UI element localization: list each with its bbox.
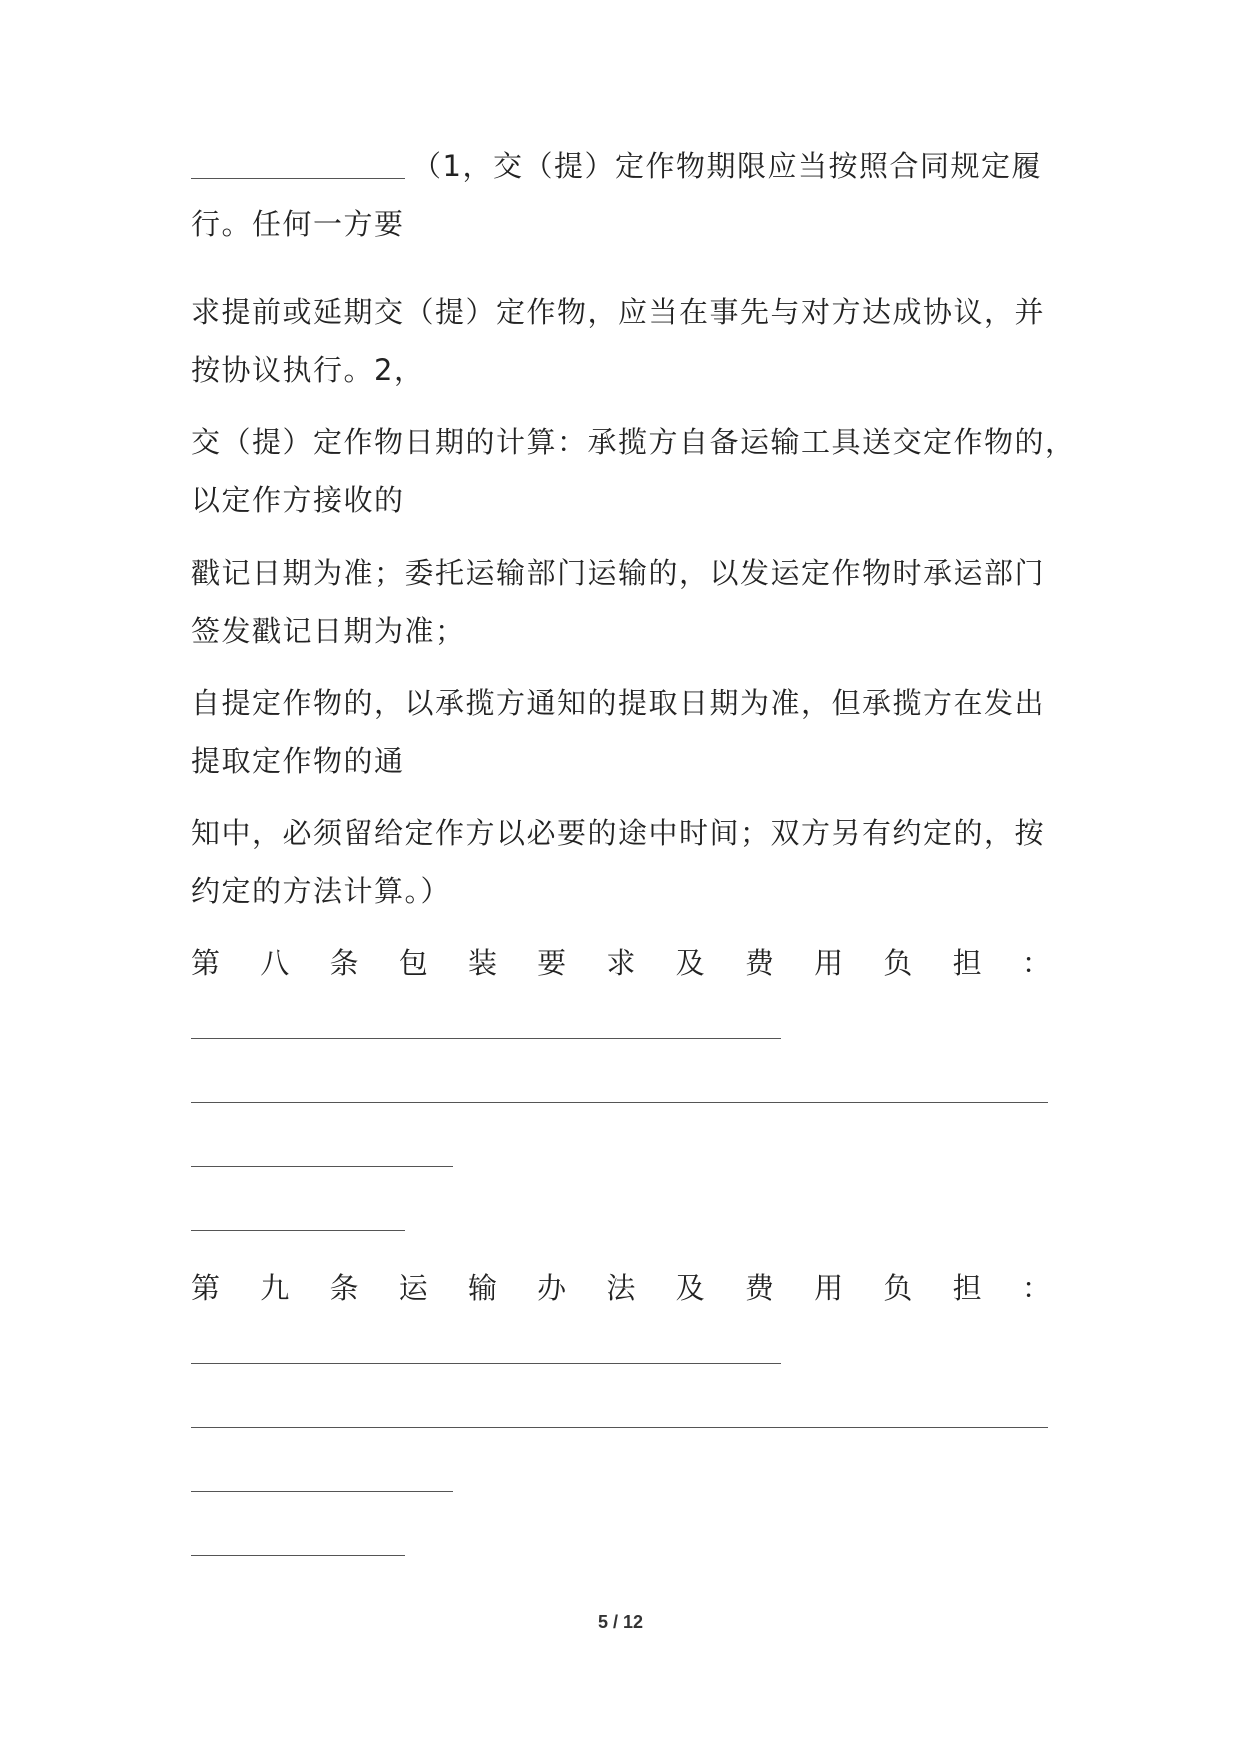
page-number: 5 / 12 — [597, 1612, 644, 1632]
body-line: 知中，必须留给定作方以必要的途中时间；双方另有约定的，按 — [191, 816, 1046, 850]
heading-char: 八 — [260, 946, 290, 980]
heading-char: 用 — [814, 946, 844, 980]
body-line: （1，交（提）定作物期限应当按照合同规定履 — [412, 149, 1042, 183]
blank-field[interactable] — [191, 1363, 781, 1364]
heading-char: 办 — [537, 1271, 567, 1305]
article-8-heading — [191, 943, 1051, 983]
body-line: 交（提）定作物日期的计算：承揽方自备运输工具送交定作物的， — [191, 425, 1076, 459]
heading-char: 及 — [675, 1271, 705, 1305]
heading-char: 运 — [398, 1271, 428, 1305]
body-line: 以定作方接收的 — [191, 483, 405, 517]
body-line: 自提定作物的，以承揽方通知的提取日期为准，但承揽方在发出 — [191, 686, 1046, 720]
blank-field — [191, 178, 405, 179]
blank-field[interactable] — [191, 1230, 405, 1231]
heading-char: 用 — [814, 1271, 844, 1305]
body-line: 约定的方法计算。） — [191, 874, 452, 908]
heading-char: 及 — [675, 946, 705, 980]
article-9-heading — [191, 1268, 1051, 1308]
body-line: 戳记日期为准；委托运输部门运输的，以发运定作物时承运部门 — [191, 556, 1046, 590]
body-line: 提取定作物的通 — [191, 744, 405, 778]
blank-field[interactable] — [191, 1427, 1048, 1428]
body-line: 按协议执行。2， — [191, 353, 425, 387]
heading-char: 条 — [329, 946, 359, 980]
heading-char: 输 — [467, 1271, 497, 1305]
heading-char: 负 — [883, 946, 913, 980]
blank-field[interactable] — [191, 1491, 453, 1492]
heading-char: 法 — [606, 1271, 636, 1305]
heading-char: 第 — [191, 946, 221, 980]
heading-char: 要 — [537, 946, 567, 980]
heading-char: 条 — [329, 1271, 359, 1305]
heading-char: 担 — [952, 1271, 982, 1305]
heading-char: 第 — [191, 1271, 221, 1305]
heading-char: 费 — [744, 1271, 774, 1305]
body-line: 行。任何一方要 — [191, 207, 405, 241]
heading-char: 担 — [952, 946, 982, 980]
heading-char: 求 — [606, 946, 636, 980]
heading-char: ： — [1021, 946, 1051, 980]
blank-field[interactable] — [191, 1102, 1048, 1103]
body-line: 签发戳记日期为准； — [191, 614, 466, 648]
blank-field[interactable] — [191, 1166, 453, 1167]
heading-char: 负 — [883, 1271, 913, 1305]
heading-char: ： — [1021, 1271, 1051, 1305]
blank-field[interactable] — [191, 1038, 781, 1039]
heading-char: 装 — [467, 946, 497, 980]
heading-char: 费 — [744, 946, 774, 980]
blank-field[interactable] — [191, 1555, 405, 1556]
heading-char: 包 — [398, 946, 428, 980]
heading-char: 九 — [260, 1271, 290, 1305]
body-line: 求提前或延期交（提）定作物，应当在事先与对方达成协议，并 — [191, 295, 1046, 329]
